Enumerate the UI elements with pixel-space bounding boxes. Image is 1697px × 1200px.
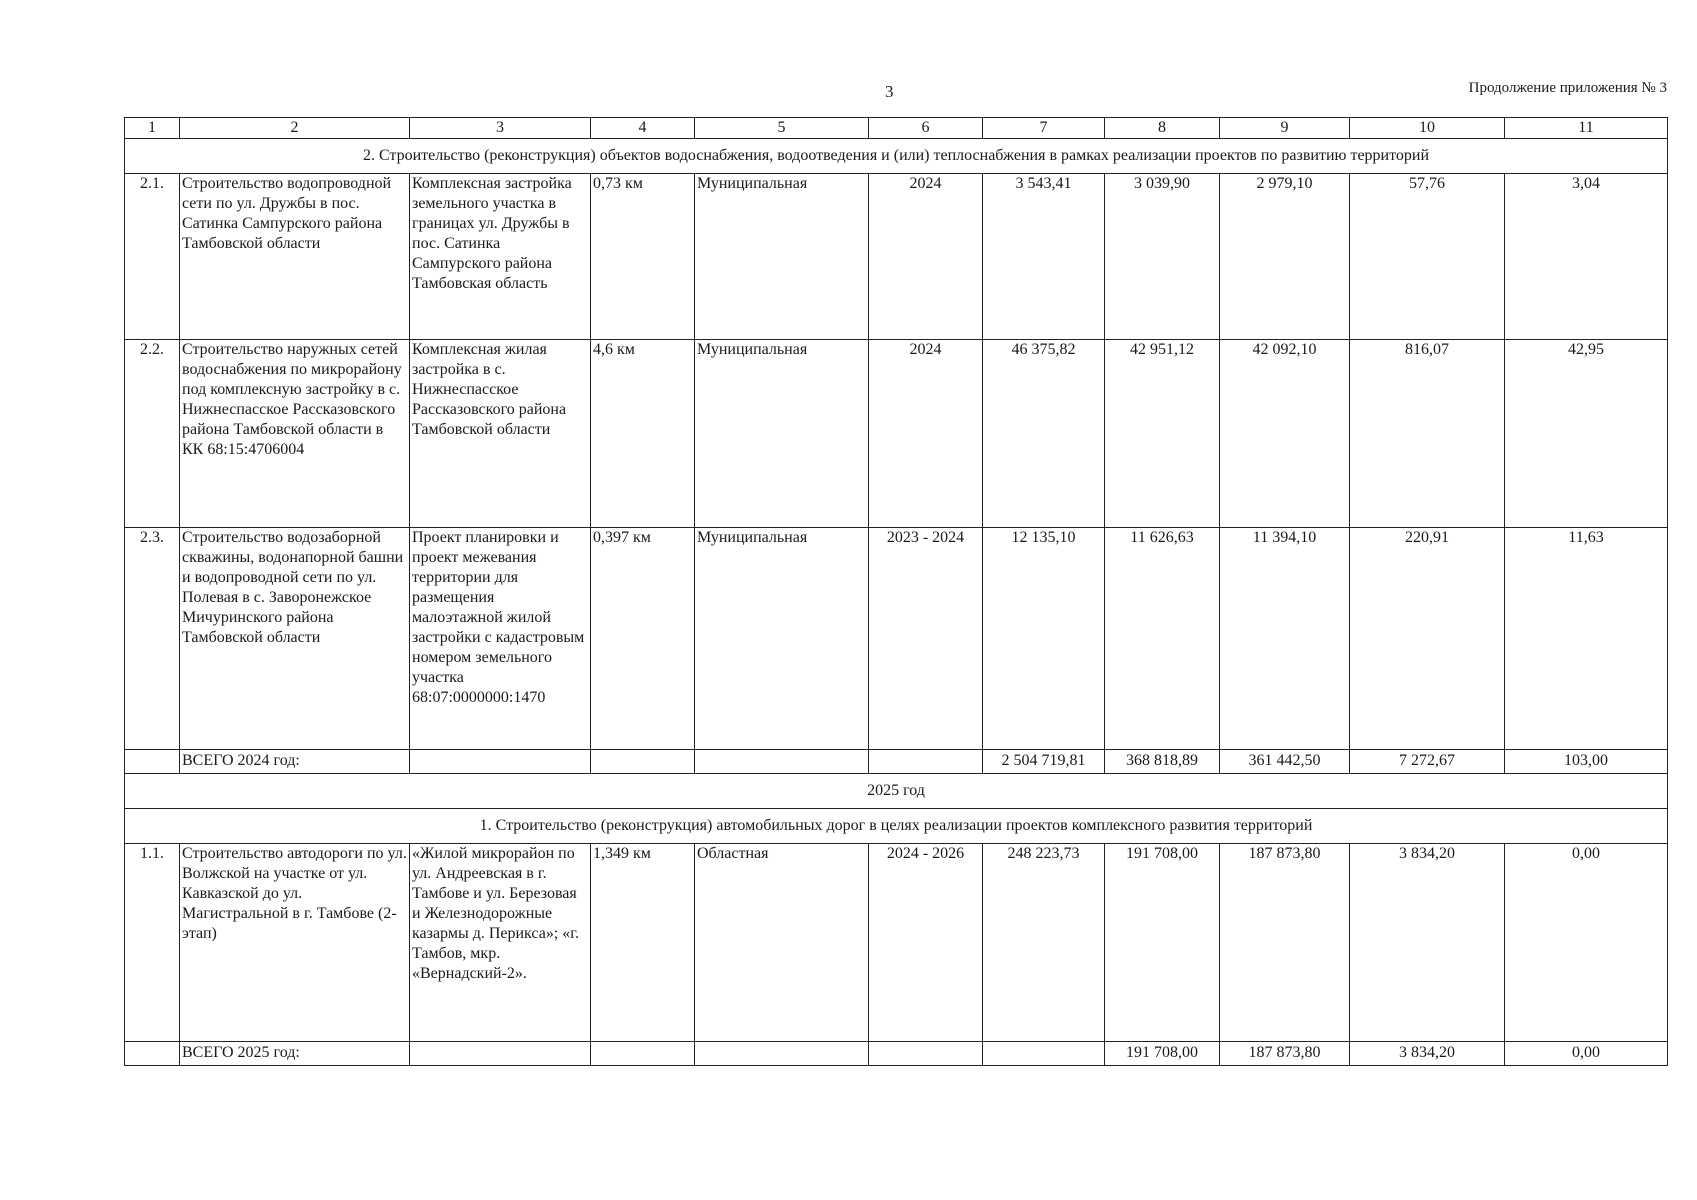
appendix-note: Продолжение приложения № 3 (1468, 80, 1667, 96)
object-name: Строительство автодороги по ул. Волжской на участке от ул. Кавказской до ул. Магистральной в г. Тамбове (2-этап) (180, 844, 410, 1042)
empty-cell (125, 1042, 180, 1066)
column-number: 7 (983, 118, 1105, 139)
empty-cell (410, 1042, 591, 1066)
value-col-8: 11 626,63 (1105, 528, 1220, 750)
empty-cell (410, 750, 591, 774)
section-1-title: 1. Строительство (реконструкция) автомобильных дорог в целях реализации проектов комплексного развития территорий (125, 809, 1668, 844)
data-table (124, 117, 1668, 1066)
column-number: 10 (1350, 118, 1505, 139)
total-col-10: 7 272,67 (1350, 750, 1505, 774)
project-name: Комплексная застройка земельного участка в границах ул. Дружбы в пос. Сатинка Сампурского района Тамбовская область (410, 174, 591, 340)
column-number: 9 (1220, 118, 1350, 139)
value-col-11: 42,95 (1505, 340, 1668, 528)
object-name: Строительство наружных сетей водоснабжения по микрорайону под комплексную застройку в с. Нижнеспасское Рассказовского района Тамбовской области в КК 68:15:4706004 (180, 340, 410, 528)
total-col-7: 2 504 719,81 (983, 750, 1105, 774)
row-number: 1.1. (125, 844, 180, 1042)
table-row (125, 844, 1668, 1042)
column-number-row (125, 118, 1668, 139)
value-col-7: 12 135,10 (983, 528, 1105, 750)
project-name: Комплексная жилая застройка в с. Нижнеспасское Рассказовского района Тамбовской области (410, 340, 591, 528)
value-col-11: 11,63 (1505, 528, 1668, 750)
total-col-8: 191 708,00 (1105, 1042, 1220, 1066)
value-col-7: 248 223,73 (983, 844, 1105, 1042)
column-number: 4 (591, 118, 695, 139)
object-length: 4,6 км (591, 340, 695, 528)
page-number: 3 (885, 82, 894, 101)
value-col-9: 187 873,80 (1220, 844, 1350, 1042)
value-col-9: 42 092,10 (1220, 340, 1350, 528)
total-2025-row (125, 1042, 1668, 1066)
year-2025-title: 2025 год (125, 774, 1668, 809)
ownership: Муниципальная (695, 528, 869, 750)
empty-cell (591, 1042, 695, 1066)
value-col-11: 3,04 (1505, 174, 1668, 340)
column-number: 2 (180, 118, 410, 139)
section-header-row (125, 139, 1668, 174)
value-col-9: 2 979,10 (1220, 174, 1350, 340)
ownership: Муниципальная (695, 174, 869, 340)
years: 2023 - 2024 (869, 528, 983, 750)
year-header-row (125, 774, 1668, 809)
object-name: Строительство водопроводной сети по ул. Дружбы в пос. Сатинка Сампурского района Тамбовской области (180, 174, 410, 340)
column-number: 5 (695, 118, 869, 139)
total-label: ВСЕГО 2024 год: (180, 750, 410, 774)
row-number: 2.1. (125, 174, 180, 340)
table-row (125, 528, 1668, 750)
object-length: 1,349 км (591, 844, 695, 1042)
value-col-9: 11 394,10 (1220, 528, 1350, 750)
empty-cell (125, 750, 180, 774)
value-col-7: 46 375,82 (983, 340, 1105, 528)
years: 2024 (869, 340, 983, 528)
value-col-10: 220,91 (1350, 528, 1505, 750)
value-col-10: 57,76 (1350, 174, 1505, 340)
total-col-9: 187 873,80 (1220, 1042, 1350, 1066)
empty-cell (869, 1042, 983, 1066)
total-col-11: 103,00 (1505, 750, 1668, 774)
empty-cell (983, 1042, 1105, 1066)
years: 2024 (869, 174, 983, 340)
value-col-11: 0,00 (1505, 844, 1668, 1042)
column-number: 6 (869, 118, 983, 139)
empty-cell (695, 750, 869, 774)
project-name: «Жилой микрорайон по ул. Андреевская в г. Тамбове и ул. Березовая и Железнодорожные казармы д. Перикса»; «г. Тамбов, мкр. «Вернадский-2». (410, 844, 591, 1042)
value-col-7: 3 543,41 (983, 174, 1105, 340)
table-row (125, 340, 1668, 528)
total-label: ВСЕГО 2025 год: (180, 1042, 410, 1066)
total-col-9: 361 442,50 (1220, 750, 1350, 774)
total-col-11: 0,00 (1505, 1042, 1668, 1066)
empty-cell (591, 750, 695, 774)
value-col-8: 191 708,00 (1105, 844, 1220, 1042)
row-number: 2.3. (125, 528, 180, 750)
years: 2024 - 2026 (869, 844, 983, 1042)
value-col-10: 816,07 (1350, 340, 1505, 528)
object-length: 0,397 км (591, 528, 695, 750)
column-number: 8 (1105, 118, 1220, 139)
section-2-title: 2. Строительство (реконструкция) объектов водоснабжения, водоотведения и (или) теплоснабжения в рамках реализации проектов по развитию территорий (125, 139, 1668, 174)
total-2024-row (125, 750, 1668, 774)
empty-cell (695, 1042, 869, 1066)
row-number: 2.2. (125, 340, 180, 528)
ownership: Муниципальная (695, 340, 869, 528)
column-number: 11 (1505, 118, 1668, 139)
column-number: 3 (410, 118, 591, 139)
value-col-8: 42 951,12 (1105, 340, 1220, 528)
ownership: Областная (695, 844, 869, 1042)
object-length: 0,73 км (591, 174, 695, 340)
total-col-10: 3 834,20 (1350, 1042, 1505, 1066)
section-header-row (125, 809, 1668, 844)
value-col-8: 3 039,90 (1105, 174, 1220, 340)
empty-cell (869, 750, 983, 774)
object-name: Строительство водозаборной скважины, водонапорной башни и водопроводной сети по ул. Полевая в с. Заворонежское Мичуринского района Тамбовской области (180, 528, 410, 750)
column-number: 1 (125, 118, 180, 139)
value-col-10: 3 834,20 (1350, 844, 1505, 1042)
project-name: Проект планировки и проект межевания территории для размещения малоэтажной жилой застройки с кадастровым номером земельного участка 68:07:0000000:1470 (410, 528, 591, 750)
table-row (125, 174, 1668, 340)
total-col-8: 368 818,89 (1105, 750, 1220, 774)
